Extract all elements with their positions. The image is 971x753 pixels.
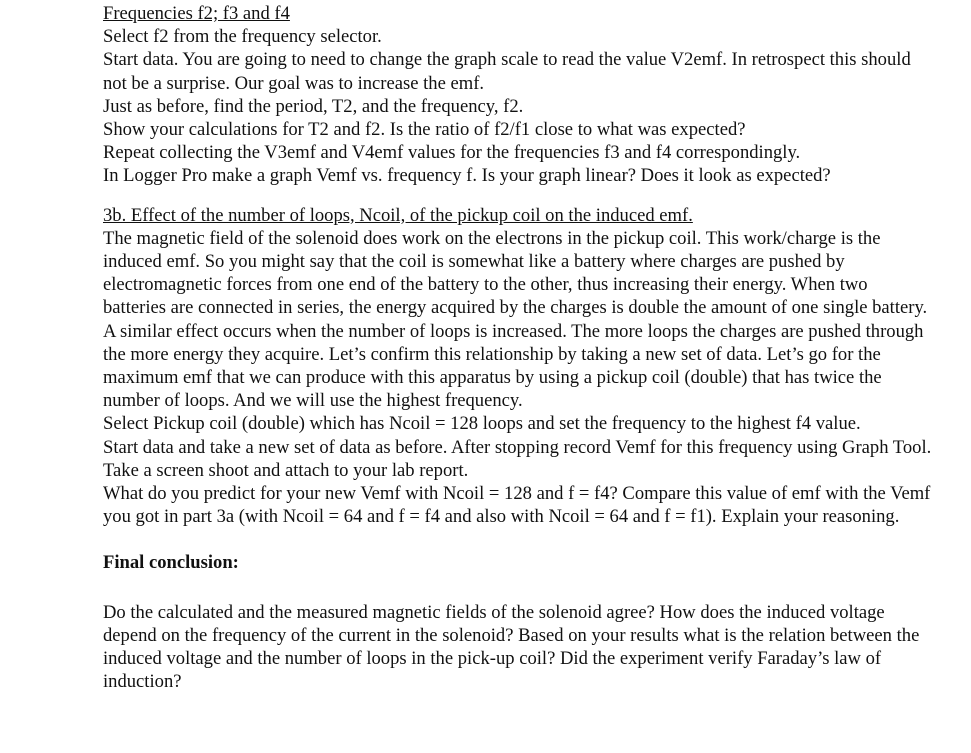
heading-text: Frequencies f2; f3 and f4 (103, 3, 290, 24)
section-3b-paragraph-4: Start data and take a new set of data as before. After stopping record Vemf for this frequency using Graph Tool. Take a screen shoot and attach to your lab report. (103, 436, 932, 481)
section-3a-line-4: Show your calculations for T2 and f2. Is the ratio of f2/f1 close to what was expected? (103, 119, 746, 141)
section-3b-paragraph-5: What do you predict for your new Vemf with Ncoil = 128 and f = f4? Compare this value of emf with the Vemf you got in part 3a (with Ncoil = 64 and f = f4 and also with Ncoil = 64 and f = f1). Explain your reasoning. (103, 483, 931, 528)
section-3a-heading (103, 2, 933, 25)
section-3b-paragraph-3: Select Pickup coil (double) which has Ncoil = 128 loops and set the frequency to the highest f4 value. (103, 413, 861, 435)
section-3a-line-6: In Logger Pro make a graph Vemf vs. frequency f. Is your graph linear? Does it look as expected? (103, 165, 831, 187)
section-3a-line-3: Just as before, find the period, T2, and the frequency, f2. (103, 95, 524, 117)
section-3a-line-5: Repeat collecting the V3emf and V4emf values for the frequencies f3 and f4 correspondingly. (103, 142, 801, 164)
section-3a-line-2: Start data. You are going to need to change the graph scale to read the value V2emf. In retrospect this should not be a surprise. Our goal was to increase the emf. (103, 49, 911, 94)
spacer (103, 188, 933, 204)
spacer (103, 528, 933, 551)
section-3b-paragraph-2: A similar effect occurs when the number of loops is increased. The more loops the charges are pushed through the more energy they acquire. Let’s confirm this relationship by taking a new set of data. Let’s go for the maximum emf that we can produce with this apparatus by using a pickup coil (double) that has twice the number of loops. And we will use the highest frequency. (103, 320, 924, 412)
spacer (103, 575, 933, 601)
section-3b-paragraph-1: The magnetic field of the solenoid does work on the electrons in the pickup coil. This work/charge is the induced emf. So you might say that the coil is somewhat like a battery where charges are pushed by electromagnetic forces from one end of the battery to the other, thus increasing their energy. When two batteries are connected in series, the energy acquired by the charges is double the amount of one single battery. (103, 227, 928, 319)
final-conclusion-paragraph: Do the calculated and the measured magnetic fields of the solenoid agree? How does the induced voltage depend on the frequency of the current in the solenoid? Based on your results what is the relation between the induced voltage and the number of loops in the pick-up coil? Did the experiment verify Faraday’s law of induction? (103, 601, 920, 693)
final-conclusion-heading (103, 551, 933, 574)
document-page (103, 2, 933, 693)
final-heading-text: Final conclusion: (103, 552, 239, 574)
section-3a-line-1: Select f2 from the frequency selector. (103, 26, 382, 48)
section-3b-heading: 3b. Effect of the number of loops, Ncoil, of the pickup coil on the induced emf. (103, 204, 693, 226)
